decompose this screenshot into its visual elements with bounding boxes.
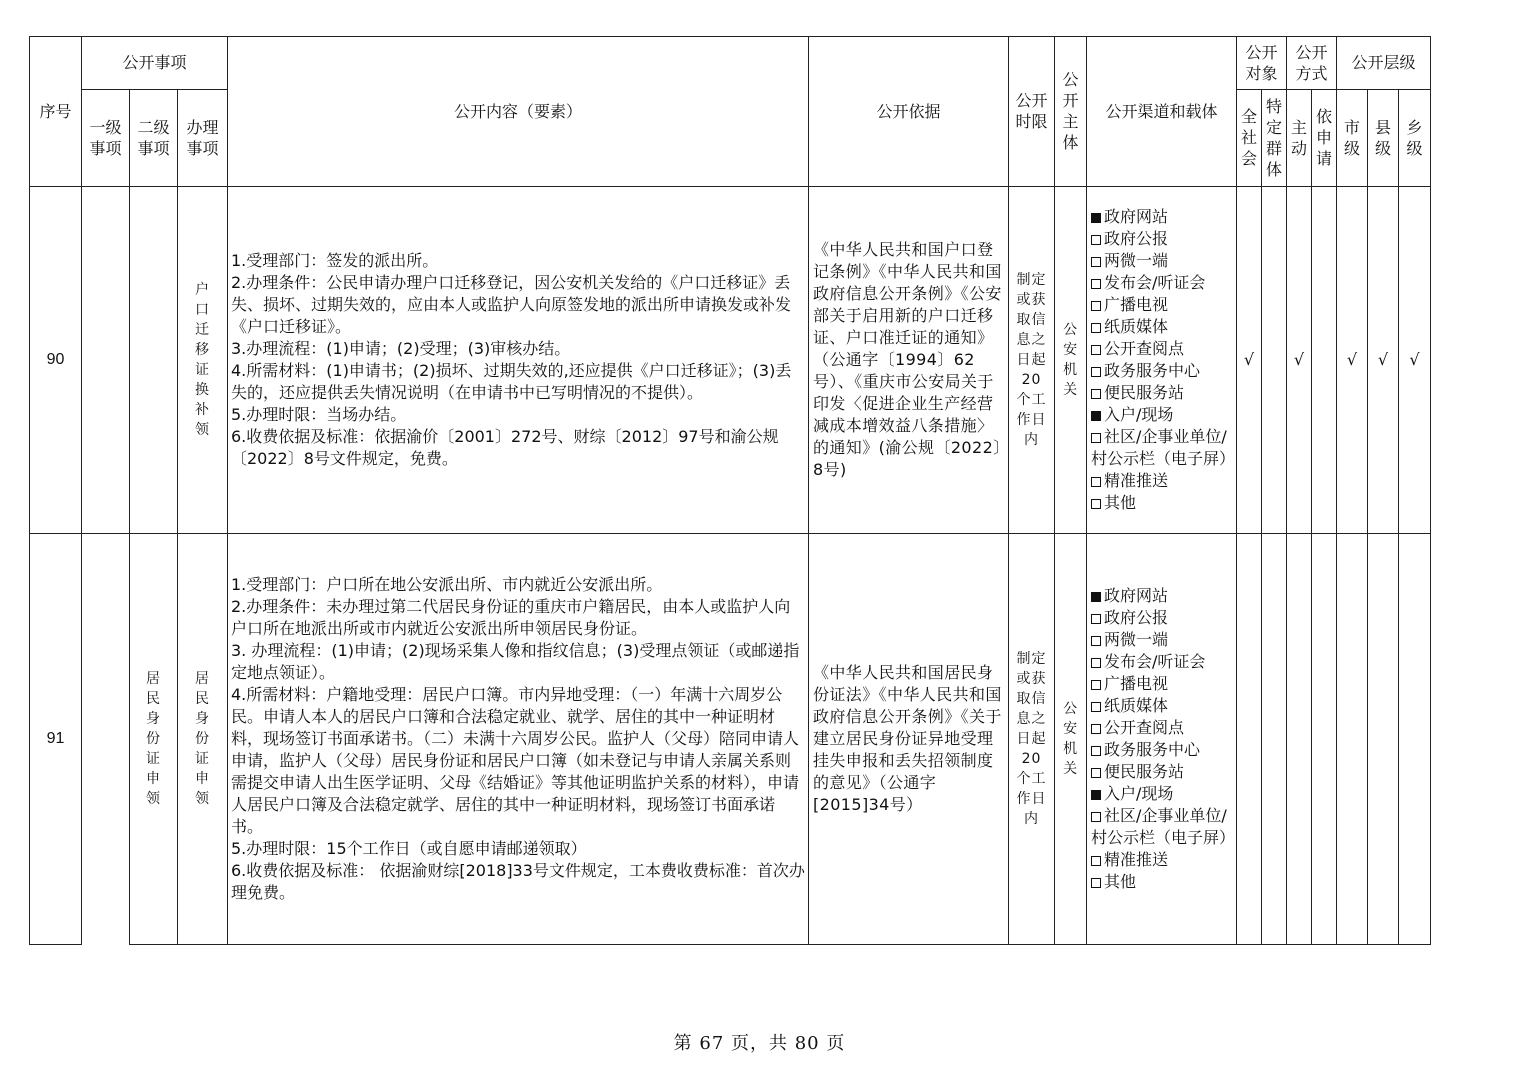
- row-subject: 公安机关: [1055, 187, 1087, 534]
- header-public-item: 公开事项: [82, 37, 228, 90]
- row-level2: 居民身份证申领: [130, 534, 178, 945]
- checkbox-filled-icon: [1091, 411, 1101, 421]
- channel-item: 精准推送: [1091, 470, 1232, 492]
- channel-item: 两微一端: [1091, 629, 1232, 651]
- row-basis: 《中华人民共和国居民身份证法》《中华人民共和国政府信息公开条例》《关于建立居民身份证异地受理挂失申报和丢失招领制度的意见》（公通字[2015]34号）: [809, 534, 1009, 945]
- channel-item: 社区/企事业单位/村公示栏（电子屏）: [1091, 806, 1236, 847]
- channel-item: 发布会/听证会: [1091, 651, 1232, 673]
- channel-item: 精准推送: [1091, 849, 1232, 871]
- checkbox-empty-icon: [1091, 499, 1101, 509]
- row-content: 1.受理部门：签发的派出所。 2.办理条件：公民申请办理户口迁移登记，因公安机关发给的《户口迁移证》丢失、损坏、过期失效的，应由本人或监护人向原签发地的派出所申请换发或补发《户口迁移证》。 3.办理流程：(1)申请；(2)受理；(3)审核办结。 4.所需材料：(1)申请书；(2)损坏、过期失效的,还应提供《户口迁移证》；(3)丢失的，还应提供丢失情况说明（在申请书中已写明情况的不提供）。 5.办理时限：当场办结。 6.收费依据及标准：依据渝价〔2001〕272号、财综〔2012〕97号和渝公规〔2022〕8号文件规定，免费。: [228, 187, 809, 534]
- row-content: 1.受理部门：户口所在地公安派出所、市内就近公安派出所。 2.办理条件：未办理过第二代居民身份证的重庆市户籍居民，由本人或监护人向户口所在地派出所或市内就近公安派出所申领居民身份证。 3. 办理流程：(1)申请；(2)现场采集人像和指纹信息；(3)受理点领证（或邮递指定地点领证）。 4.所需材料：户籍地受理：居民户口簿。市内异地受理：（一）年满十六周岁公民。申请人本人的居民户口簿和合法稳定就业、就学、居住的其中一种证明材料，现场签订书面承诺书。（二）未满十六周岁公民。监护人（父母）陪同申请人申请，监护人（父母）居民身份证和居民户口簿（如未登记与申请人亲属关系则需提交申请人出生医学证明、父母《结婚证》等其他证明监护关系的材料），申请人居民户口簿及合法稳定就学、居住的其中一种证明材料，现场签订书面承诺书。 5.办理时限：15个工作日（或自愿申请邮递领取） 6.收费依据及标准： 依据渝财综[2018]33号文件规定，工本费收费标准：首次办理免费。: [228, 534, 809, 945]
- row-handle: 居民身份证申领: [178, 534, 228, 945]
- channel-item: 便民服务站: [1091, 382, 1232, 404]
- checkbox-empty-icon: [1091, 389, 1101, 399]
- header-target: 公开对象: [1237, 37, 1287, 90]
- checkbox-filled-icon: [1091, 790, 1101, 800]
- disclosure-table: [29, 36, 1431, 945]
- row-channels: [1087, 187, 1237, 534]
- channel-item: 便民服务站: [1091, 761, 1232, 783]
- channel-item: 广播电视: [1091, 294, 1232, 316]
- channel-item: 发布会/听证会: [1091, 272, 1232, 294]
- channel-item: 纸质媒体: [1091, 316, 1232, 338]
- channel-item: 政府公报: [1091, 228, 1232, 250]
- checkbox-empty-icon: [1091, 680, 1101, 690]
- header-method: 公开方式: [1287, 37, 1337, 90]
- page-footer: 第 67 页，共 80 页: [673, 1033, 846, 1054]
- row-level-city: √: [1337, 187, 1368, 534]
- row-level1: [82, 187, 130, 534]
- header-seq: 序号: [30, 37, 82, 187]
- header-level-city: 市级: [1337, 90, 1368, 187]
- checkbox-empty-icon: [1091, 878, 1101, 888]
- checkbox-empty-icon: [1091, 746, 1101, 756]
- checkbox-empty-icon: [1091, 768, 1101, 778]
- channel-item: 政务服务中心: [1091, 739, 1232, 761]
- row-target-all: [1237, 534, 1262, 945]
- row-channels: [1087, 534, 1237, 945]
- row-target-specific: [1262, 187, 1287, 534]
- channel-item: 政府网站: [1091, 206, 1232, 228]
- checkbox-filled-icon: [1091, 213, 1101, 223]
- channel-item: 政府网站: [1091, 585, 1232, 607]
- row-level2: [130, 187, 178, 534]
- row-method-active: √: [1287, 187, 1312, 534]
- channel-item: 公开查阅点: [1091, 717, 1232, 739]
- header-handle: 办理事项: [178, 90, 228, 187]
- row-target-all: √: [1237, 187, 1262, 534]
- header-level1: 一级事项: [82, 90, 130, 187]
- channel-item: 入户/现场: [1091, 404, 1232, 426]
- header-method-apply: 依申请: [1312, 90, 1337, 187]
- header-channels: 公开渠道和载体: [1087, 37, 1237, 187]
- row-handle: 户口迁移证换补领: [178, 187, 228, 534]
- checkbox-empty-icon: [1091, 345, 1101, 355]
- row-seq: 91: [30, 534, 82, 945]
- row-level-county: [1368, 534, 1399, 945]
- checkbox-empty-icon: [1091, 812, 1101, 822]
- row-method-apply: [1312, 187, 1337, 534]
- checkbox-empty-icon: [1091, 724, 1101, 734]
- channel-item: 广播电视: [1091, 673, 1232, 695]
- row-time-limit: 制定或获取信息之日起20个工作日内: [1009, 534, 1055, 945]
- checkbox-empty-icon: [1091, 433, 1101, 443]
- row-seq: 90: [30, 187, 82, 534]
- checkbox-empty-icon: [1091, 636, 1101, 646]
- channel-item: 政务服务中心: [1091, 360, 1232, 382]
- header-target-all: 全社会: [1237, 90, 1262, 187]
- header-level: 公开层级: [1337, 37, 1431, 90]
- checkbox-empty-icon: [1091, 367, 1101, 377]
- channel-item: 公开查阅点: [1091, 338, 1232, 360]
- row-level-city: [1337, 534, 1368, 945]
- row-method-active: [1287, 534, 1312, 945]
- checkbox-empty-icon: [1091, 235, 1101, 245]
- header-target-specific: 特定群体: [1262, 90, 1287, 187]
- header-content: 公开内容（要素）: [228, 37, 809, 187]
- checkbox-empty-icon: [1091, 323, 1101, 333]
- channel-item: 纸质媒体: [1091, 695, 1232, 717]
- table-row: [30, 187, 1431, 534]
- channel-item: 政府公报: [1091, 607, 1232, 629]
- channel-item: 两微一端: [1091, 250, 1232, 272]
- header-time-limit: 公开时限: [1009, 37, 1055, 187]
- checkbox-empty-icon: [1091, 614, 1101, 624]
- row-time-limit: 制定或获取信息之日起20个工作日内: [1009, 187, 1055, 534]
- header-level2: 二级事项: [130, 90, 178, 187]
- header-method-active: 主动: [1287, 90, 1312, 187]
- checkbox-filled-icon: [1091, 592, 1101, 602]
- checkbox-empty-icon: [1091, 257, 1101, 267]
- table-row: [30, 534, 1431, 945]
- row-level-town: √: [1399, 187, 1431, 534]
- checkbox-empty-icon: [1091, 658, 1101, 668]
- row-target-specific: [1262, 534, 1287, 945]
- checkbox-empty-icon: [1091, 702, 1101, 712]
- checkbox-empty-icon: [1091, 301, 1101, 311]
- channel-item: 其他: [1091, 492, 1232, 514]
- row-basis: 《中华人民共和国户口登记条例》《中华人民共和国政府信息公开条例》《公安部关于启用新的户口迁移证、户口准迁证的通知》（公通字〔1994〕62号）、《重庆市公安局关于印发〈促进企业生产经营减成本增效益八条措施〉的通知》(渝公规〔2022〕8号): [809, 187, 1009, 534]
- header-subject: 公开主体: [1055, 37, 1087, 187]
- channel-item: 入户/现场: [1091, 783, 1232, 805]
- checkbox-empty-icon: [1091, 856, 1101, 866]
- checkbox-empty-icon: [1091, 477, 1101, 487]
- header-level-county: 县级: [1368, 90, 1399, 187]
- checkbox-empty-icon: [1091, 279, 1101, 289]
- row-level-town: [1399, 534, 1431, 945]
- row-subject: 公安机关: [1055, 534, 1087, 945]
- row-level-county: √: [1368, 187, 1399, 534]
- channel-item: 其他: [1091, 871, 1232, 893]
- row-method-apply: [1312, 534, 1337, 945]
- header-level-town: 乡级: [1399, 90, 1431, 187]
- row-level1: [82, 534, 130, 945]
- channel-item: 社区/企事业单位/村公示栏（电子屏）: [1091, 427, 1236, 468]
- header-basis: 公开依据: [809, 37, 1009, 187]
